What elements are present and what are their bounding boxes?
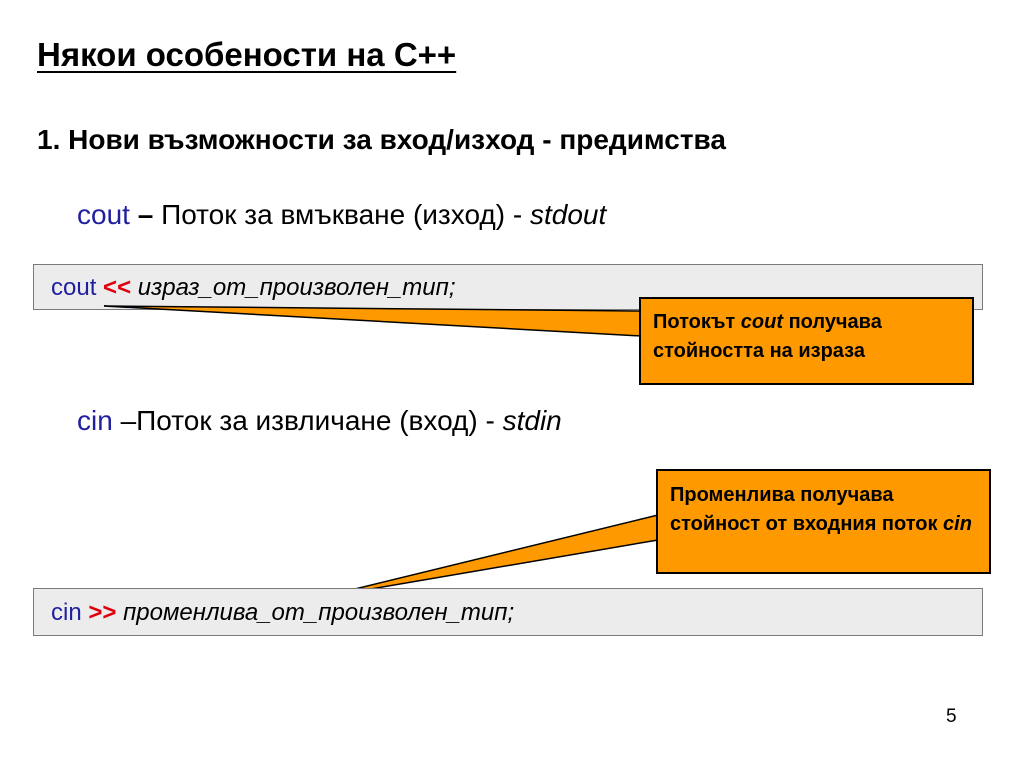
cin-callout-text-italic: cin: [943, 513, 972, 535]
cin-description-line: [77, 405, 562, 437]
cout-description: Поток за вмъкване (изход) -: [161, 199, 530, 230]
cin-description: Поток за извличане (вход) -: [136, 405, 503, 436]
cout-dash: –: [129, 199, 162, 230]
cout-callout-text-before: Потокът: [653, 311, 741, 333]
insertion-operator: <<: [103, 274, 132, 301]
cin-code-keyword: cin: [51, 599, 82, 626]
cout-keyword: cout: [77, 199, 130, 230]
cin-callout-pointer: [318, 515, 658, 598]
cout-callout: [639, 297, 974, 385]
cin-keyword: cin: [77, 405, 113, 436]
slide-title: Някои особености на С++: [37, 36, 457, 73]
cout-stream-name: stdout: [529, 199, 607, 230]
cin-code-expression: променлива_от_произволен_тип;: [123, 599, 515, 626]
cout-callout-pointer: [104, 306, 641, 336]
cout-code-expression: израз_от_произволен_тип;: [137, 274, 456, 301]
cin-code-line: [51, 599, 514, 627]
cin-callout-text-before: Променлива получава стойност от входния поток: [670, 484, 944, 535]
cin-stream-name: stdin: [502, 405, 562, 436]
section-heading: 1. Нови възможности за вход/изход - предимства: [37, 124, 726, 155]
cin-callout: [656, 469, 991, 574]
page-number: 5: [946, 706, 957, 727]
cin-dash: –: [112, 405, 137, 436]
cout-code-keyword: cout: [51, 274, 97, 301]
extraction-operator: >>: [88, 599, 117, 626]
cout-callout-text-italic: cout: [740, 311, 784, 333]
cout-callout-text-after: получава стойността на израза: [653, 311, 882, 362]
